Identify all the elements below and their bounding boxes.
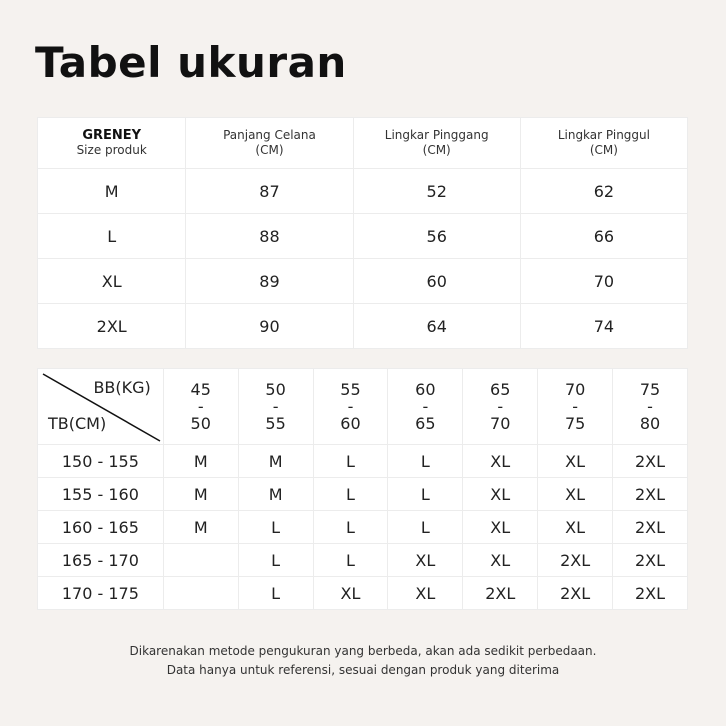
header-pinggul bbox=[520, 118, 687, 169]
pinggang-cell: 64 bbox=[353, 304, 520, 349]
brand-name: GRENEY bbox=[82, 128, 142, 143]
size-cell: L bbox=[38, 214, 186, 259]
panjang-cell: 90 bbox=[186, 304, 353, 349]
weight-range-cell bbox=[613, 369, 688, 445]
weight-from: 70 bbox=[564, 380, 586, 399]
weight-from: 55 bbox=[340, 380, 361, 399]
height-range-cell: 170 - 175 bbox=[38, 577, 164, 610]
table-row bbox=[38, 304, 688, 349]
panjang-cell: 88 bbox=[186, 214, 353, 259]
size-cell: 2XL bbox=[613, 478, 688, 511]
weight-to: 65 bbox=[415, 414, 436, 433]
size-cell: 2XL bbox=[538, 577, 613, 610]
weight-to: 75 bbox=[564, 414, 586, 433]
size-cell: 2XL bbox=[613, 577, 688, 610]
size-cell: XL bbox=[38, 259, 186, 304]
weight-from: 65 bbox=[490, 380, 511, 399]
weight-to: 60 bbox=[340, 414, 361, 433]
weight-dash: - bbox=[422, 397, 429, 416]
height-weight-table bbox=[37, 368, 688, 610]
size-cell: 2XL bbox=[538, 544, 613, 577]
size-table bbox=[37, 117, 688, 349]
table-row bbox=[38, 511, 688, 544]
weight-dash: - bbox=[197, 397, 204, 416]
page-title: Tabel ukuran bbox=[35, 38, 347, 87]
size-cell: M bbox=[238, 445, 313, 478]
weight-axis-label: BB(KG) bbox=[93, 378, 151, 397]
height-weight-header bbox=[38, 369, 688, 445]
weight-from: 50 bbox=[265, 380, 286, 399]
size-cell: L bbox=[388, 511, 463, 544]
table-row bbox=[38, 445, 688, 478]
weight-range-cell bbox=[163, 369, 238, 445]
disclaimer-line-2: Data hanya untuk referensi, sesuai dengan produk yang diterima bbox=[166, 663, 560, 677]
size-cell: L bbox=[313, 445, 388, 478]
header-unit: (CM) bbox=[422, 143, 451, 157]
weight-range-cell bbox=[538, 369, 613, 445]
height-axis-label: TB(CM) bbox=[48, 414, 107, 433]
size-cell: L bbox=[388, 478, 463, 511]
size-cell bbox=[163, 544, 238, 577]
header-pinggang bbox=[353, 118, 520, 169]
table-row bbox=[38, 169, 688, 214]
table-row bbox=[38, 544, 688, 577]
header-size-cell bbox=[38, 118, 186, 169]
size-cell: XL bbox=[313, 577, 388, 610]
size-cell: L bbox=[238, 511, 313, 544]
weight-range-cell bbox=[388, 369, 463, 445]
size-cell: L bbox=[313, 478, 388, 511]
size-cell: L bbox=[313, 544, 388, 577]
size-cell: XL bbox=[463, 445, 538, 478]
size-cell: L bbox=[238, 577, 313, 610]
size-cell: L bbox=[313, 511, 388, 544]
panjang-cell: 87 bbox=[186, 169, 353, 214]
height-range-cell: 150 - 155 bbox=[38, 445, 164, 478]
weight-dash: - bbox=[647, 397, 653, 416]
pinggul-cell: 70 bbox=[520, 259, 687, 304]
weight-dash: - bbox=[497, 397, 504, 416]
size-table-header bbox=[38, 118, 688, 169]
weight-to: 55 bbox=[265, 414, 286, 433]
size-cell: XL bbox=[388, 544, 463, 577]
size-cell: L bbox=[238, 544, 313, 577]
size-cell: 2XL bbox=[613, 445, 688, 478]
weight-dash: - bbox=[272, 397, 279, 416]
header-unit: (CM) bbox=[589, 143, 618, 157]
weight-range-cell bbox=[238, 369, 313, 445]
size-cell: M bbox=[163, 511, 238, 544]
height-range-cell: 165 - 170 bbox=[38, 544, 164, 577]
header-unit: (CM) bbox=[255, 143, 284, 157]
size-cell: 2XL bbox=[613, 511, 688, 544]
height-range-cell: 160 - 165 bbox=[38, 511, 164, 544]
header-label: Lingkar Pinggul bbox=[557, 128, 650, 142]
weight-to: 70 bbox=[490, 414, 511, 433]
header-label: Lingkar Pinggang bbox=[384, 128, 489, 142]
size-cell: L bbox=[388, 445, 463, 478]
size-cell: M bbox=[38, 169, 186, 214]
pinggul-cell: 62 bbox=[520, 169, 687, 214]
weight-from: 45 bbox=[190, 380, 211, 399]
header-panjang bbox=[186, 118, 353, 169]
table-row bbox=[38, 214, 688, 259]
table-row bbox=[38, 577, 688, 610]
table-row bbox=[38, 259, 688, 304]
panjang-cell: 89 bbox=[186, 259, 353, 304]
header-label: Panjang Celana bbox=[223, 128, 316, 142]
pinggul-cell: 74 bbox=[520, 304, 687, 349]
size-cell: M bbox=[238, 478, 313, 511]
size-cell: XL bbox=[463, 544, 538, 577]
pinggang-cell: 52 bbox=[353, 169, 520, 214]
size-cell: M bbox=[163, 445, 238, 478]
size-cell: 2XL bbox=[613, 544, 688, 577]
weight-range-cell bbox=[463, 369, 538, 445]
weight-from: 60 bbox=[415, 380, 436, 399]
height-range-cell: 155 - 160 bbox=[38, 478, 164, 511]
corner-cell bbox=[38, 369, 164, 445]
size-cell: M bbox=[163, 478, 238, 511]
size-cell: XL bbox=[463, 478, 538, 511]
size-label: Size produk bbox=[76, 143, 147, 157]
size-cell: 2XL bbox=[38, 304, 186, 349]
weight-range-cell bbox=[313, 369, 388, 445]
pinggul-cell: 66 bbox=[520, 214, 687, 259]
weight-to: 80 bbox=[639, 414, 661, 433]
size-cell: XL bbox=[538, 478, 613, 511]
size-cell: XL bbox=[538, 445, 613, 478]
weight-to: 50 bbox=[190, 414, 211, 433]
table-row bbox=[38, 478, 688, 511]
pinggang-cell: 56 bbox=[353, 214, 520, 259]
pinggang-cell: 60 bbox=[353, 259, 520, 304]
weight-dash: - bbox=[347, 397, 354, 416]
weight-dash: - bbox=[572, 397, 578, 416]
size-cell: XL bbox=[538, 511, 613, 544]
disclaimer-line-1: Dikarenakan metode pengukuran yang berbeda, akan ada sedikit perbedaan. bbox=[129, 644, 597, 658]
weight-from: 75 bbox=[639, 380, 661, 399]
size-cell: XL bbox=[463, 511, 538, 544]
size-cell: 2XL bbox=[463, 577, 538, 610]
size-cell bbox=[163, 577, 238, 610]
size-cell: XL bbox=[388, 577, 463, 610]
